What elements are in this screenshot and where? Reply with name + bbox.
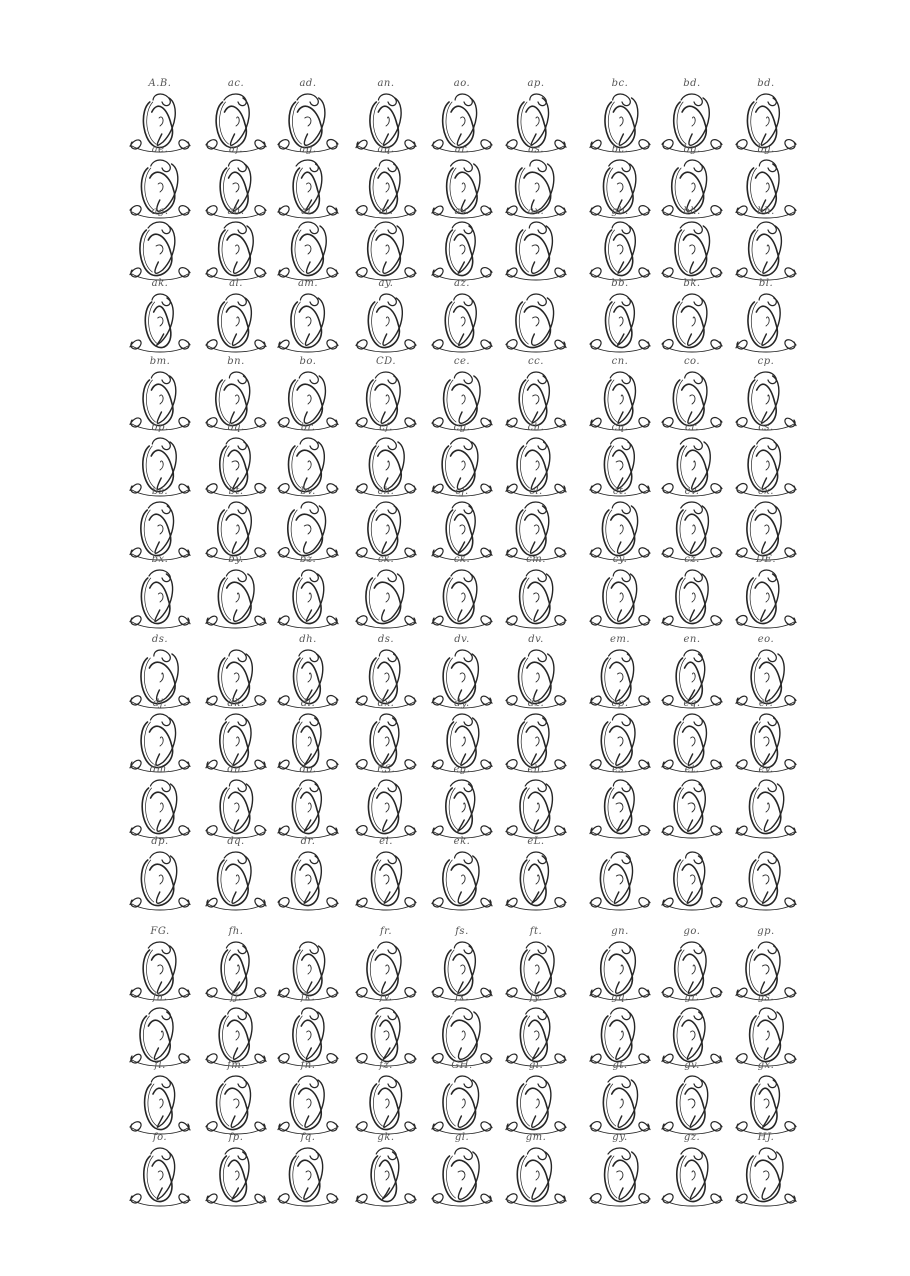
monogram-caption: gp. (757, 926, 775, 937)
monogram-caption: bz. (299, 554, 317, 565)
monogram-glyph (494, 846, 578, 918)
monogram-caption: ah. (227, 206, 245, 217)
monogram-cell (266, 1062, 350, 1142)
monogram-caption: ao. (453, 78, 471, 89)
monogram-cell (724, 838, 808, 918)
monogram-caption: cc. (528, 356, 544, 367)
monogram-caption: al. (229, 278, 243, 289)
monogram-caption: ft. (529, 926, 543, 937)
monogram-cell (420, 838, 504, 918)
monogram-caption: bg. (757, 144, 775, 155)
monogram-caption: an. (377, 78, 395, 89)
monogram-cell (420, 1134, 504, 1214)
monogram-caption: dr. (300, 836, 316, 847)
monogram-caption: ay. (378, 278, 394, 289)
monogram-glyph (494, 216, 578, 288)
monogram-caption: at. (378, 206, 394, 217)
monogram-cell (494, 208, 578, 288)
monogram-caption: ak. (151, 278, 169, 289)
monogram-caption: bk. (683, 278, 701, 289)
monogram-caption: go. (683, 926, 701, 937)
monogram-glyph (266, 1142, 350, 1214)
monogram-caption: cs. (758, 422, 774, 433)
monogram-caption: cr. (685, 422, 699, 433)
monogram-cell (118, 208, 202, 288)
monogram-glyph (650, 288, 734, 360)
monogram-glyph (344, 564, 428, 636)
monogram-caption: eh. (527, 764, 545, 775)
monogram-glyph (650, 774, 734, 846)
monogram-cell (118, 556, 202, 636)
monogram-cell (118, 838, 202, 918)
monogram-glyph (494, 288, 578, 360)
monogram-glyph (724, 564, 808, 636)
monogram-caption: bq. (227, 422, 245, 433)
monogram-caption: ep. (611, 698, 629, 709)
monogram-cell (118, 280, 202, 360)
monogram-caption: ad. (299, 78, 317, 89)
monogram-glyph (724, 846, 808, 918)
monogram-cell (266, 208, 350, 288)
monogram-cell (650, 1062, 734, 1142)
monogram-cell (724, 556, 808, 636)
monogram-caption: cf. (379, 422, 393, 433)
monogram-glyph (118, 846, 202, 918)
monogram-cell (650, 556, 734, 636)
monogram-glyph (266, 564, 350, 636)
monogram-caption: do. (299, 764, 317, 775)
monogram-caption: bm. (149, 356, 171, 367)
monogram-caption: am. (297, 278, 319, 289)
monogram-caption: GH. (451, 1060, 473, 1071)
monogram-caption: ct. (612, 486, 628, 497)
monogram-cell (266, 280, 350, 360)
monogram-cell (724, 280, 808, 360)
monogram-caption: bc. (611, 78, 629, 89)
monogram-caption: dp. (151, 836, 169, 847)
monogram-caption: bv. (300, 486, 316, 497)
monogram-caption: ag. (151, 206, 169, 217)
monogram-caption: fv. (379, 992, 393, 1003)
monogram-caption: gv. (684, 1060, 700, 1071)
monogram-cell (494, 1134, 578, 1214)
monogram-cell (266, 1134, 350, 1214)
monogram-caption: cn. (611, 356, 629, 367)
monogram-caption: ev. (758, 764, 774, 775)
monogram-caption: A.B. (148, 78, 172, 89)
monogram-caption: ce. (453, 356, 471, 367)
monogram-caption: gi. (528, 1060, 544, 1071)
monogram-caption: bg. (683, 144, 701, 155)
monogram-cell (266, 556, 350, 636)
monogram-caption: ap. (527, 78, 545, 89)
monogram-cell (420, 280, 504, 360)
monogram-cell (344, 556, 428, 636)
monogram-caption: gz. (683, 1132, 701, 1143)
monogram-caption: em. (609, 634, 631, 645)
monogram-glyph (494, 564, 578, 636)
monogram-caption: dh. (299, 634, 317, 645)
monogram-cell (494, 838, 578, 918)
monogram-caption: DE. (756, 554, 776, 565)
monogram-caption: gl. (454, 1132, 470, 1143)
monogram-caption: by. (228, 554, 244, 565)
monogram-caption: gk. (377, 1132, 395, 1143)
monogram-caption: aq. (377, 144, 395, 155)
monogram-caption: ck. (377, 554, 395, 565)
monogram-caption: ch. (377, 486, 395, 497)
monogram-cell (650, 280, 734, 360)
monogram-cell (266, 766, 350, 846)
monogram-caption: cp. (757, 356, 775, 367)
monogram-caption: cg. (453, 422, 471, 433)
monogram-caption: bd. (683, 78, 701, 89)
monogram-caption: dm. (149, 764, 171, 775)
monogram-caption: gq. (611, 992, 629, 1003)
monogram-caption: gn. (611, 926, 629, 937)
monogram-caption: eo. (757, 634, 775, 645)
monogram-caption: cy. (612, 554, 628, 565)
monogram-caption: ds. (151, 634, 169, 645)
monogram-caption: gb. (611, 206, 629, 217)
monogram-caption: gs. (757, 992, 775, 1003)
monogram-cell (420, 1062, 504, 1142)
monogram-caption: fx. (454, 992, 470, 1003)
monogram-caption: gt. (612, 1060, 628, 1071)
monogram-caption: ch. (527, 422, 545, 433)
monogram-caption: fy. (529, 992, 543, 1003)
monogram-glyph (118, 564, 202, 636)
monogram-cell (420, 208, 504, 288)
monogram-cell (118, 766, 202, 846)
monogram-cell (420, 766, 504, 846)
monogram-caption: bd. (757, 78, 775, 89)
monogram-cell (650, 1134, 734, 1214)
monogram-caption: dv. (454, 634, 470, 645)
monogram-caption: dv. (528, 634, 544, 645)
monogram-glyph (118, 1142, 202, 1214)
monogram-caption: en. (683, 634, 701, 645)
monogram-caption: bb. (611, 278, 629, 289)
monogram-caption: bp. (151, 422, 169, 433)
monogram-glyph (420, 564, 504, 636)
monogram-caption: cv. (684, 486, 700, 497)
monogram-caption: cq. (611, 422, 629, 433)
monogram-caption: ei. (379, 836, 393, 847)
monogram-caption: bh. (683, 206, 701, 217)
monogram-caption: fo. (152, 1132, 168, 1143)
monogram-caption: fr. (379, 926, 393, 937)
monogram-caption: fp. (228, 1132, 244, 1143)
monogram-caption: fk. (300, 992, 316, 1003)
monogram-caption: ae. (151, 144, 169, 155)
monogram-caption: bt. (228, 486, 244, 497)
monogram-caption: fq. (300, 1132, 316, 1143)
monogram-caption: dk. (227, 698, 245, 709)
monogram-caption: er. (758, 698, 774, 709)
monogram-caption: ac. (227, 78, 245, 89)
monogram-caption: bx. (151, 554, 169, 565)
monogram-cell (344, 766, 428, 846)
monogram-caption: cj. (455, 486, 469, 497)
monogram-caption: as. (528, 144, 544, 155)
monogram-cell (420, 556, 504, 636)
monogram-caption: HJ. (757, 1132, 775, 1143)
monogram-caption: dl. (300, 698, 316, 709)
monogram-caption: fs. (455, 926, 469, 937)
monogram-caption: ek. (453, 836, 471, 847)
monogram-cell (344, 1134, 428, 1214)
monogram-caption: az. (454, 278, 470, 289)
monogram-cell (494, 766, 578, 846)
monogram-caption: dj. (152, 698, 168, 709)
monogram-cell (344, 838, 428, 918)
monogram-caption: CD. (376, 356, 396, 367)
monogram-glyph (266, 288, 350, 360)
monogram-cell (344, 208, 428, 288)
monogram-caption: ds. (377, 634, 395, 645)
monogram-cell (650, 838, 734, 918)
monogram-caption: bc. (611, 144, 629, 155)
monogram-glyph (420, 1142, 504, 1214)
monogram-caption: et. (684, 764, 700, 775)
monogram-glyph (344, 288, 428, 360)
monogram-caption: FG. (150, 926, 170, 937)
monogram-caption: cz. (684, 554, 700, 565)
monogram-caption: ax. (527, 206, 545, 217)
monogram-glyph (724, 774, 808, 846)
monogram-cell (494, 1062, 578, 1142)
monogram-caption: gx. (757, 1060, 775, 1071)
monogram-caption: ai. (301, 206, 315, 217)
monogram-caption: af. (229, 144, 243, 155)
monogram-caption: gr. (684, 992, 700, 1003)
monogram-caption: bh. (757, 206, 775, 217)
monogram-glyph (650, 564, 734, 636)
monogram-caption: dq. (227, 836, 245, 847)
monogram-glyph (266, 846, 350, 918)
monogram-cell (266, 838, 350, 918)
monogram-caption: bo. (299, 356, 317, 367)
monogram-caption: bn. (227, 356, 245, 367)
monogram-caption: fh. (228, 926, 244, 937)
monogram-glyph (344, 1142, 428, 1214)
monogram-caption: gm. (525, 1132, 547, 1143)
monogram-caption: fn. (300, 1060, 316, 1071)
monogram-caption: cl. (529, 486, 543, 497)
monogram-glyph (724, 288, 808, 360)
monogram-caption: br. (300, 422, 316, 433)
monogram-cell (118, 1062, 202, 1142)
monogram-cell (650, 208, 734, 288)
monogram-glyph (420, 846, 504, 918)
monogram-caption: gy. (612, 1132, 628, 1143)
monogram-caption: eg. (453, 764, 471, 775)
monogram-caption: bs. (151, 486, 169, 497)
monogram-caption: dx. (377, 698, 395, 709)
monogram-caption: ES. (376, 764, 396, 775)
monogram-caption: fm. (227, 1060, 245, 1071)
monogram-caption: co. (683, 356, 701, 367)
monogram-glyph (650, 846, 734, 918)
monogram-caption: eL. (527, 836, 545, 847)
monogram-caption: ag. (299, 144, 317, 155)
monogram-caption: dz. (527, 698, 545, 709)
monogram-caption: ar. (454, 144, 470, 155)
monogram-caption: cm. (526, 554, 546, 565)
monogram-cell (724, 766, 808, 846)
monogram-glyph (344, 846, 428, 918)
monogram-caption: cx. (758, 486, 774, 497)
monogram-caption: es. (612, 764, 628, 775)
monogram-caption: dn. (227, 764, 245, 775)
monogram-cell (724, 1134, 808, 1214)
monogram-glyph (650, 1142, 734, 1214)
monogram-caption: eq. (683, 698, 701, 709)
monogram-caption: ck. (453, 554, 471, 565)
monogram-caption: fh. (152, 992, 168, 1003)
monogram-cell (344, 1062, 428, 1142)
monogram-cell (650, 766, 734, 846)
monogram-cell (724, 1062, 808, 1142)
monogram-cell (494, 280, 578, 360)
monogram-cell (724, 208, 808, 288)
monogram-glyph (420, 288, 504, 360)
monogram-glyph (494, 1142, 578, 1214)
monogram-caption: fl. (154, 1060, 166, 1071)
monogram-cell (344, 280, 428, 360)
monogram-caption: av. (454, 206, 470, 217)
monogram-caption: bl. (758, 278, 774, 289)
monogram-caption: dy. (454, 698, 470, 709)
monogram-cell (118, 1134, 202, 1214)
monogram-cell (494, 556, 578, 636)
monogram-caption: fj. (230, 992, 242, 1003)
monogram-caption: fz. (379, 1060, 393, 1071)
monogram-glyph (118, 288, 202, 360)
monogram-glyph (724, 1142, 808, 1214)
